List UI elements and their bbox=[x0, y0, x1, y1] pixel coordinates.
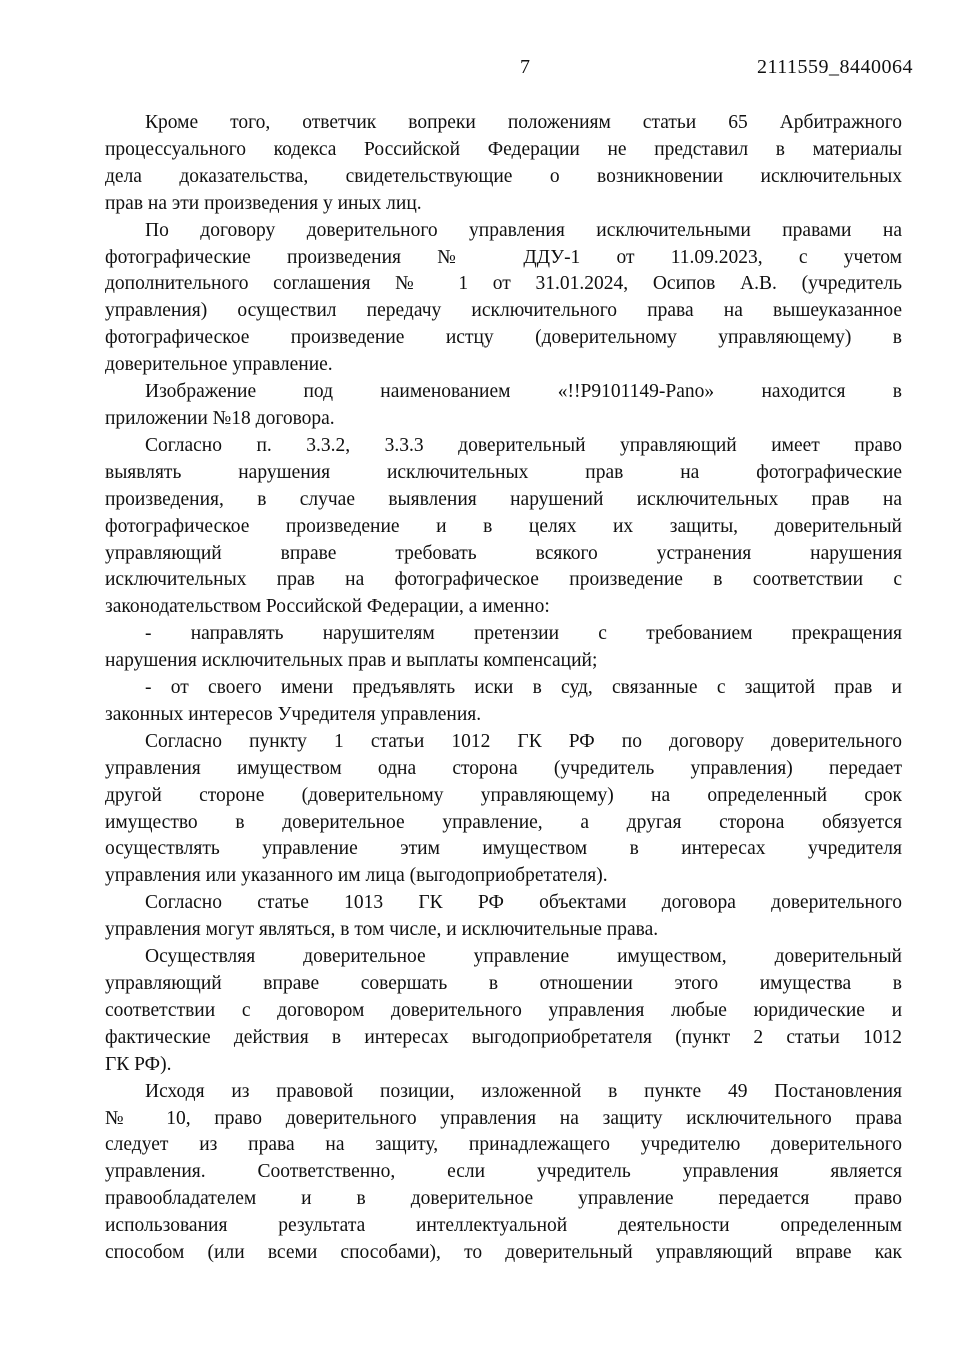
page-number: 7 bbox=[520, 56, 530, 78]
text-line: процессуального кодекса Российской Федерации не представил в материалы bbox=[105, 138, 902, 160]
paragraph bbox=[105, 675, 902, 729]
text-line: Изображение под наименованием «!!P9101149-Pano» находится в bbox=[145, 381, 902, 403]
text-line: № 10, право доверительного управления на защиту исключительного права bbox=[105, 1107, 902, 1129]
text-line: произведения, в случае выявления нарушений исключительных прав на bbox=[105, 488, 902, 510]
document-body bbox=[105, 110, 902, 1267]
text-line: соответствии с договором доверительного управления любые юридические и bbox=[105, 999, 902, 1021]
paragraph bbox=[105, 621, 902, 675]
text-line: - направлять нарушителям претензии с требованием прекращения bbox=[145, 623, 902, 645]
text-line: ГК РФ). bbox=[105, 1053, 172, 1075]
text-line: прав на эти произведения у иных лиц. bbox=[105, 192, 422, 214]
text-line: выявлять нарушения исключительных прав на фотографические bbox=[105, 461, 902, 483]
text-line: исключительных прав на фотографическое произведение в соответствии с bbox=[105, 569, 902, 591]
paragraph bbox=[105, 433, 902, 621]
text-line: имущество в доверительное управление, а другая сторона обязуется bbox=[105, 811, 902, 833]
text-line: законных интересов Учредителя управления. bbox=[105, 703, 482, 725]
text-line: управления. Соответственно, если учредитель управления является bbox=[105, 1161, 902, 1183]
text-line: управления) осуществил передачу исключительного права на вышеуказанное bbox=[105, 300, 902, 322]
paragraph bbox=[105, 729, 902, 890]
text-line: фотографические произведения № ДДУ-1 от 11.09.2023, с учетом bbox=[105, 246, 902, 268]
text-line: осуществлять управление этим имуществом в интересах учредителя bbox=[105, 838, 902, 860]
text-line: управляющий вправе совершать в отношении этого имущества в bbox=[105, 973, 902, 994]
paragraph bbox=[105, 944, 902, 1079]
text-line: нарушения исключительных прав и выплаты компенсаций; bbox=[105, 650, 598, 672]
paragraph bbox=[105, 890, 902, 944]
text-line: использования результата интеллектуальной деятельности определенным bbox=[105, 1215, 902, 1237]
text-line: Согласно пункту 1 статьи 1012 ГК РФ по договору доверительного bbox=[145, 730, 902, 752]
text-line: правообладателем и в доверительное управление передается право bbox=[105, 1188, 902, 1210]
page-header bbox=[105, 55, 913, 81]
text-line: Исходя из правовой позиции, изложенной в пункте 49 Постановления bbox=[145, 1080, 902, 1102]
text-line: доверительное управление. bbox=[105, 354, 333, 376]
text-line: - от своего имени предъявлять иски в суд, связанные с защитой прав и bbox=[145, 677, 902, 699]
paragraph bbox=[105, 1079, 902, 1267]
text-line: Согласно статье 1013 ГК РФ объектами договора доверительного bbox=[145, 892, 902, 914]
text-line: Согласно п. 3.3.2, 3.3.3 доверительный управляющий имеет право bbox=[145, 434, 902, 456]
text-line: следует из права на защиту, принадлежащего учредителю доверительного bbox=[105, 1134, 902, 1156]
text-line: фотографическое произведение и в целях их защиты, доверительный bbox=[105, 515, 902, 537]
text-line: Кроме того, ответчик вопреки положениям статьи 65 Арбитражного bbox=[145, 112, 902, 133]
text-line: законодательством Российской Федерации, а именно: bbox=[105, 596, 550, 618]
text-line: дела доказательства, свидетельствующие о возникновении исключительных bbox=[105, 165, 902, 187]
paragraph bbox=[105, 379, 902, 433]
text-line: управления или указанного им лица (выгодоприобретателя). bbox=[105, 865, 608, 887]
text-line: управляющий вправе требовать всякого устранения нарушения bbox=[105, 542, 902, 564]
text-line: фотографическое произведение истцу (доверительному управляющему) в bbox=[105, 327, 902, 349]
text-line: способом (или всеми способами), то доверительный управляющий вправе как bbox=[105, 1242, 902, 1264]
text-line: По договору доверительного управления исключительными правами на bbox=[145, 219, 902, 241]
text-line: приложении №18 договора. bbox=[105, 407, 335, 429]
paragraph bbox=[105, 218, 902, 379]
text-line: другой стороне (доверительному управляющему) на определенный срок bbox=[105, 784, 902, 806]
text-line: дополнительного соглашения № 1 от 31.01.2024, Осипов А.В. (учредитель bbox=[105, 273, 902, 295]
document-id: 2111559_8440064 bbox=[756, 56, 913, 78]
text-line: управления имуществом одна сторона (учредитель управления) передает bbox=[105, 757, 902, 779]
text-line: Осуществляя доверительное управление имуществом, доверительный bbox=[145, 946, 902, 968]
paragraph bbox=[105, 110, 902, 218]
text-line: фактические действия в интересах выгодоприобретателя (пункт 2 статьи 1012 bbox=[105, 1026, 902, 1048]
text-line: управления могут являться, в том числе, и исключительные права. bbox=[105, 919, 659, 941]
